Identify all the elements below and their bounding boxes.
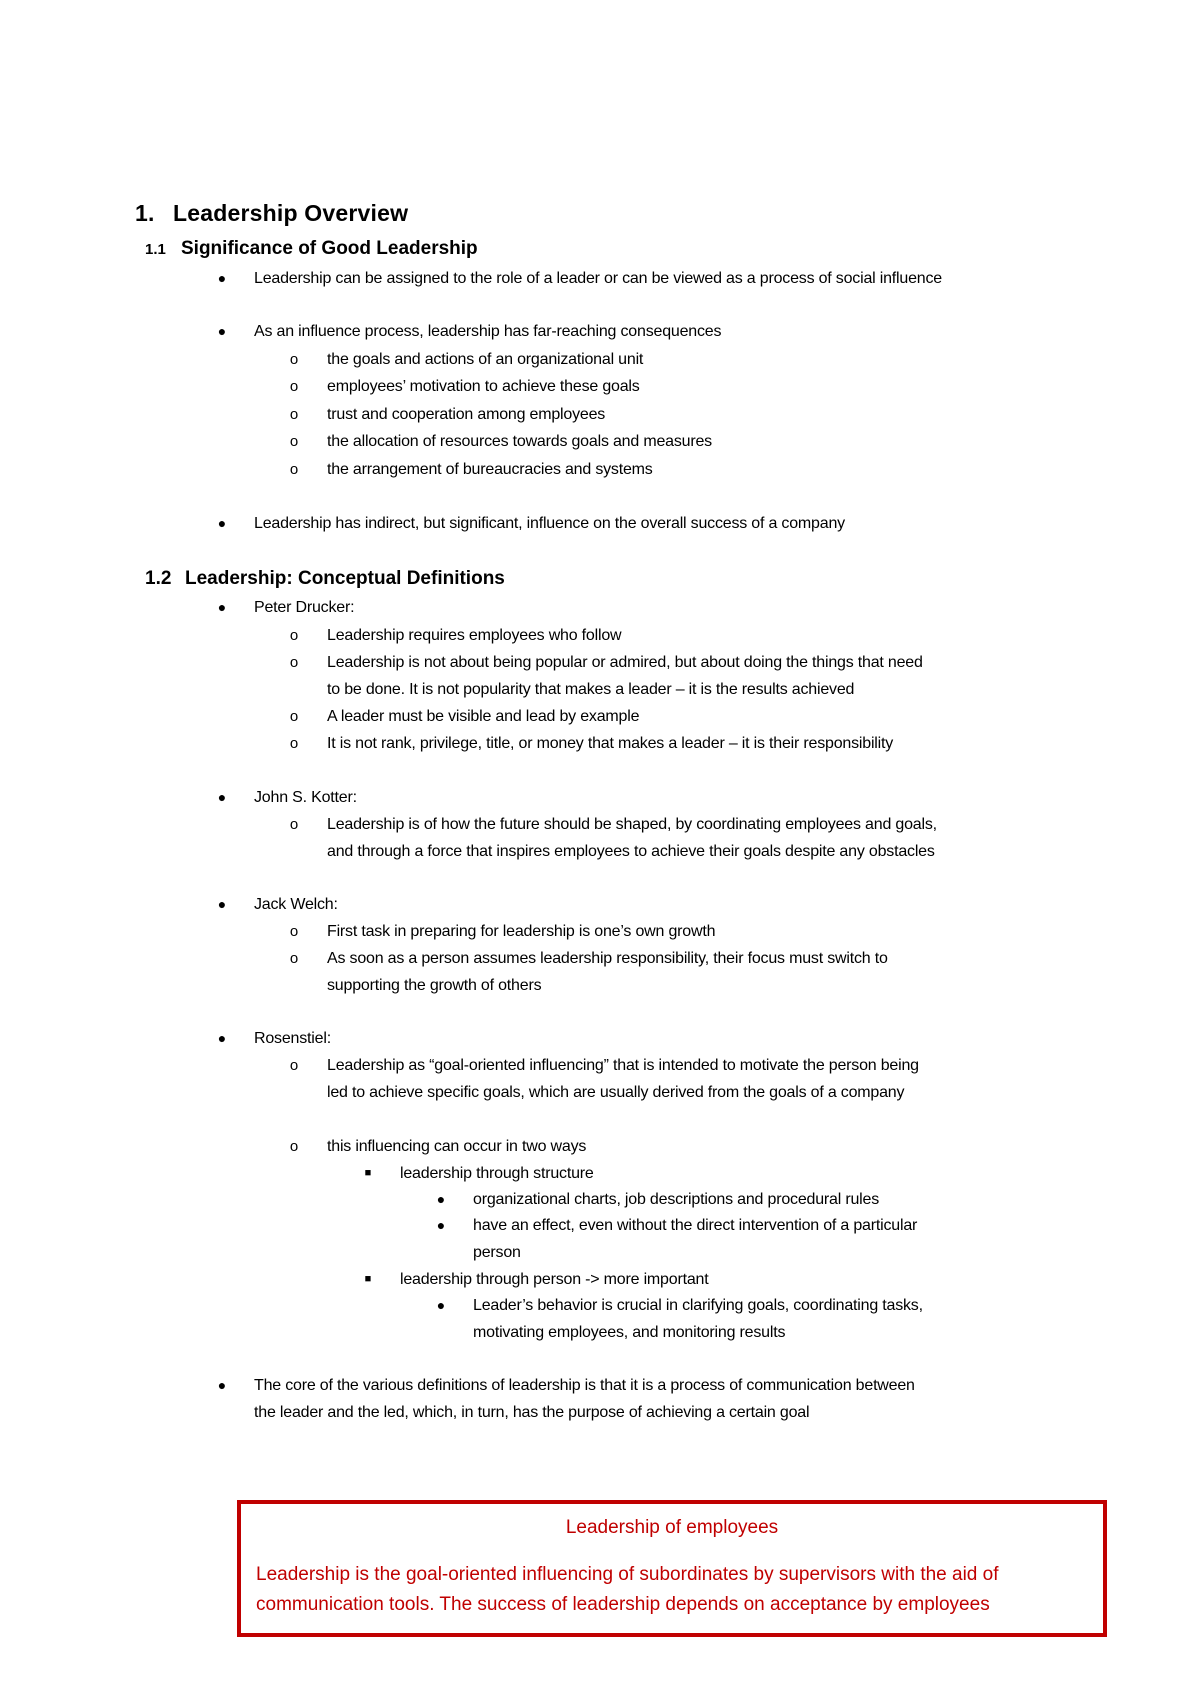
heading-leadership-overview <box>135 200 408 227</box>
bullet-marker: o <box>289 1138 299 1155</box>
definition-box-text: Leadership is the goal-oriented influencing of subordinates by supervisors with the aid of <box>256 1564 999 1585</box>
bullet-marker: o <box>289 923 299 940</box>
list-item-continued: motivating employees, and monitoring results <box>473 1324 786 1341</box>
list-item: Peter Drucker: <box>254 599 355 616</box>
bullet-marker: ● <box>217 1030 227 1046</box>
list-item: leadership through structure <box>400 1165 594 1182</box>
list-item: organizational charts, job descriptions and procedural rules <box>473 1191 880 1208</box>
list-item: The core of the various definitions of leadership is that it is a process of communication between <box>254 1377 915 1394</box>
list-item: As soon as a person assumes leadership responsibility, their focus must switch to <box>327 950 888 967</box>
list-item-continued: and through a force that inspires employees to achieve their goals despite any obstacles <box>327 843 935 860</box>
bullet-marker: ● <box>217 789 227 805</box>
list-item-continued: person <box>473 1244 521 1261</box>
list-item: Rosenstiel: <box>254 1030 331 1047</box>
bullet-marker: ● <box>217 896 227 912</box>
bullet-marker: o <box>289 351 299 368</box>
heading-number: 1.2 <box>145 568 172 589</box>
heading-number: 1. <box>135 200 155 226</box>
list-item: Leadership as “goal-oriented influencing” that is intended to motivate the person being <box>327 1057 919 1074</box>
list-item-continued: to be done. It is not popularity that makes a leader – it is the results achieved <box>327 681 855 698</box>
bullet-marker: o <box>289 433 299 450</box>
heading-significance <box>145 238 478 260</box>
list-item: the allocation of resources towards goals and measures <box>327 433 712 450</box>
list-item: First task in preparing for leadership is one’s own growth <box>327 923 716 940</box>
list-item: the arrangement of bureaucracies and systems <box>327 461 653 478</box>
list-item: Leadership can be assigned to the role of a leader or can be viewed as a process of social influence <box>254 270 943 287</box>
list-item: Leadership is not about being popular or admired, but about doing the things that need <box>327 654 923 671</box>
list-item-continued: supporting the growth of others <box>327 977 542 994</box>
heading-number: 1.1 <box>145 241 166 258</box>
bullet-marker: ● <box>436 1217 446 1233</box>
definition-box <box>237 1500 1107 1637</box>
bullet-marker: o <box>289 461 299 478</box>
list-item: Leadership is of how the future should be shaped, by coordinating employees and goals, <box>327 816 937 833</box>
bullet-marker: ■ <box>364 1273 372 1285</box>
bullet-marker: o <box>289 950 299 967</box>
heading-title: Leadership Overview <box>173 200 409 226</box>
bullet-marker: ● <box>217 599 227 615</box>
heading-conceptual-definitions <box>145 568 505 590</box>
list-item: As an influence process, leadership has far-reaching consequences <box>254 323 722 340</box>
bullet-marker: o <box>289 627 299 644</box>
bullet-marker: o <box>289 654 299 671</box>
definition-box-text: communication tools. The success of leadership depends on acceptance by employees <box>256 1594 990 1615</box>
bullet-marker: ● <box>217 270 227 286</box>
bullet-marker: ● <box>436 1191 446 1207</box>
list-item: have an effect, even without the direct intervention of a particular <box>473 1217 918 1234</box>
list-item: Leader’s behavior is crucial in clarifying goals, coordinating tasks, <box>473 1297 923 1314</box>
bullet-marker: o <box>289 708 299 725</box>
bullet-marker: ■ <box>364 1167 372 1179</box>
list-item: A leader must be visible and lead by example <box>327 708 640 725</box>
bullet-marker: o <box>289 735 299 752</box>
list-item: the goals and actions of an organizational unit <box>327 351 644 368</box>
heading-title: Leadership: Conceptual Definitions <box>185 568 505 589</box>
list-item: leadership through person -> more important <box>400 1271 709 1288</box>
heading-title: Significance of Good Leadership <box>181 238 478 259</box>
list-item: It is not rank, privilege, title, or money that makes a leader – it is their responsibility <box>327 735 894 752</box>
list-item: employees’ motivation to achieve these goals <box>327 378 640 395</box>
list-item: Leadership requires employees who follow <box>327 627 622 644</box>
list-item: Jack Welch: <box>254 896 338 913</box>
list-item: Leadership has indirect, but significant, influence on the overall success of a company <box>254 515 845 532</box>
bullet-marker: ● <box>217 323 227 339</box>
bullet-marker: o <box>289 1057 299 1074</box>
bullet-marker: o <box>289 406 299 423</box>
list-item: this influencing can occur in two ways <box>327 1138 587 1155</box>
definition-box-title: Leadership of employees <box>565 1517 779 1538</box>
list-item-continued: led to achieve specific goals, which are usually derived from the goals of a company <box>327 1084 905 1101</box>
list-item-continued: the leader and the led, which, in turn, has the purpose of achieving a certain goal <box>254 1404 810 1421</box>
bullet-marker: ● <box>436 1297 446 1313</box>
bullet-marker: ● <box>217 515 227 531</box>
list-item: trust and cooperation among employees <box>327 406 606 423</box>
list-item: John S. Kotter: <box>254 789 357 806</box>
bullet-marker: o <box>289 816 299 833</box>
bullet-marker: o <box>289 378 299 395</box>
bullet-marker: ● <box>217 1377 227 1393</box>
